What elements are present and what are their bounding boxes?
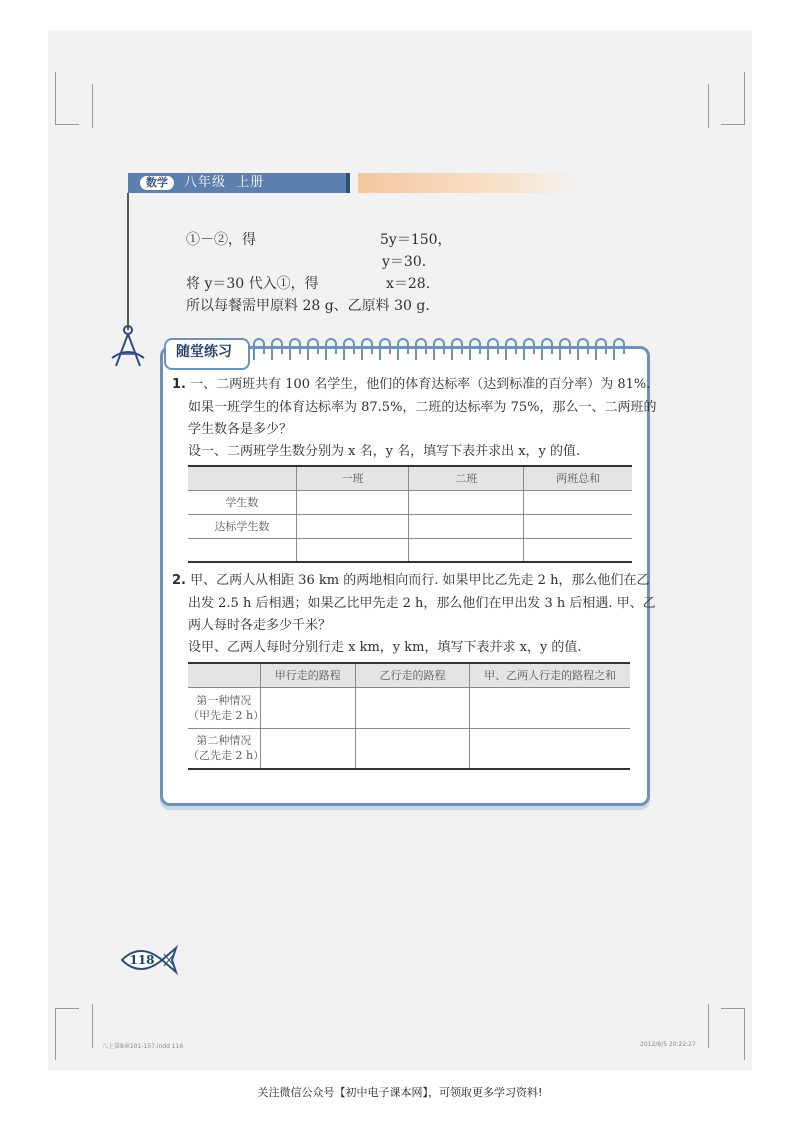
table-cell (409, 490, 524, 514)
practice-title: 随堂练习 (176, 344, 232, 360)
table-header-row (188, 663, 630, 687)
table-cell (296, 538, 409, 562)
question-1-line-4: 设一、二两班学生数分别为 x 名，y 名，填写下表并求出 x，y 的值. (188, 444, 581, 459)
question-number: 2. (172, 573, 186, 588)
table-cell (409, 538, 524, 562)
table-cell (296, 490, 409, 514)
table-row-label: 达标学生数 (188, 514, 296, 538)
table-header-cell: 一班 (296, 466, 409, 490)
row-label-line: 第一种情况 (196, 693, 252, 707)
table-row (188, 490, 632, 514)
crop-mark (55, 124, 79, 125)
question-2-line-2: 出发 2.5 h 后相遇；如果乙比甲先走 2 h，那么他们在甲出发 3 h 后相遇. 甲、乙 (188, 596, 656, 611)
crop-mark (708, 1004, 709, 1048)
table-row-label (188, 538, 296, 562)
crop-mark (744, 72, 745, 124)
solution-line-2-right: y＝30. (382, 254, 427, 270)
question-2-line-3: 两人每时各走多少千米？ (188, 618, 332, 633)
table-header-cell: 两班总和 (524, 466, 632, 490)
row-label-line: （乙先走 2 h） (188, 749, 265, 763)
table-cell (524, 538, 632, 562)
table-cell (296, 514, 409, 538)
question-2-line-4: 设甲、乙两人每时分别行走 x km，y km，填写下表并求 x，y 的值. (188, 640, 582, 655)
table-header-cell (188, 663, 260, 687)
question-text: 一、二两班共有 100 名学生，他们的体育达标率（达到标准的百分率）为 81%. (190, 377, 651, 392)
page-number: 118 (129, 953, 155, 967)
table-row-label (188, 687, 265, 728)
solution-line-1-left: ①－②，得 (186, 232, 256, 248)
crop-mark (55, 1008, 56, 1060)
crop-mark (92, 84, 93, 128)
crop-mark (92, 1004, 93, 1048)
question-1-line-2: 如果一班学生的体育达标率为 87.5%，二班的达标率为 75%，那么一、二两班的 (188, 400, 657, 415)
table-header-cell: 甲、乙两人行走的路程之和 (470, 663, 630, 687)
table-cell (524, 514, 632, 538)
table-header-cell: 二班 (409, 466, 524, 490)
table-header-cell (188, 466, 296, 490)
crop-mark (708, 84, 709, 128)
header-bar-edge (346, 173, 350, 193)
solution-line-1-right: 5y＝150， (380, 232, 452, 248)
row-label-line: （甲先走 2 h） (188, 708, 265, 722)
table-row (188, 728, 630, 769)
table-row (188, 687, 630, 728)
question-1-line-3: 学生数各是多少？ (188, 422, 293, 437)
grade-title: 八年级 上册 (184, 175, 265, 190)
table-cell (260, 728, 355, 769)
margin-line (127, 193, 129, 330)
table-cell (470, 728, 630, 769)
table-header-cell: 甲行走的路程 (260, 663, 355, 687)
solution-conclusion: 所以每餐需甲原料 28 g、乙原料 30 g. (186, 298, 430, 314)
table-cell (470, 687, 630, 728)
question-text: 甲、乙两人从相距 36 km 的两地相向而行. 如果甲比乙先走 2 h，那么他们在乙 (190, 573, 650, 588)
table-cell (355, 687, 470, 728)
question-2-table (188, 662, 630, 770)
table-header-cell: 乙行走的路程 (355, 663, 470, 687)
header-gradient (358, 173, 578, 193)
crop-mark (55, 1008, 79, 1009)
print-info-right: 2012/8/5 20:22:27 (640, 1041, 696, 1048)
crop-mark (55, 72, 56, 124)
print-info-left: 八上第8章101-157.indd 116 (102, 1043, 184, 1050)
footer-note: 关注微信公众号【初中电子课本网】，可领取更多学习资料! (257, 1086, 543, 1099)
table-cell (524, 490, 632, 514)
question-2-line-1 (172, 572, 649, 589)
table-row (188, 538, 632, 562)
row-label-line: 第二种情况 (196, 734, 252, 748)
table-cell (260, 687, 355, 728)
question-1-line-1 (172, 376, 650, 393)
solution-line-3-left: 将 y＝30 代入①，得 (186, 276, 319, 292)
subject-badge: 数学 (140, 176, 174, 190)
crop-mark (721, 124, 745, 125)
compass-icon (108, 324, 148, 370)
crop-mark (721, 1008, 745, 1009)
table-cell (355, 728, 470, 769)
spiral-binding-icon (246, 334, 636, 362)
crop-mark (744, 1008, 745, 1060)
table-header-row (188, 466, 632, 490)
table-cell (409, 514, 524, 538)
question-number: 1. (172, 377, 186, 392)
table-row (188, 514, 632, 538)
table-row-label (188, 728, 265, 769)
question-1-table (188, 465, 632, 563)
table-row-label: 学生数 (188, 490, 296, 514)
solution-line-3-right: x＝28. (386, 276, 431, 292)
